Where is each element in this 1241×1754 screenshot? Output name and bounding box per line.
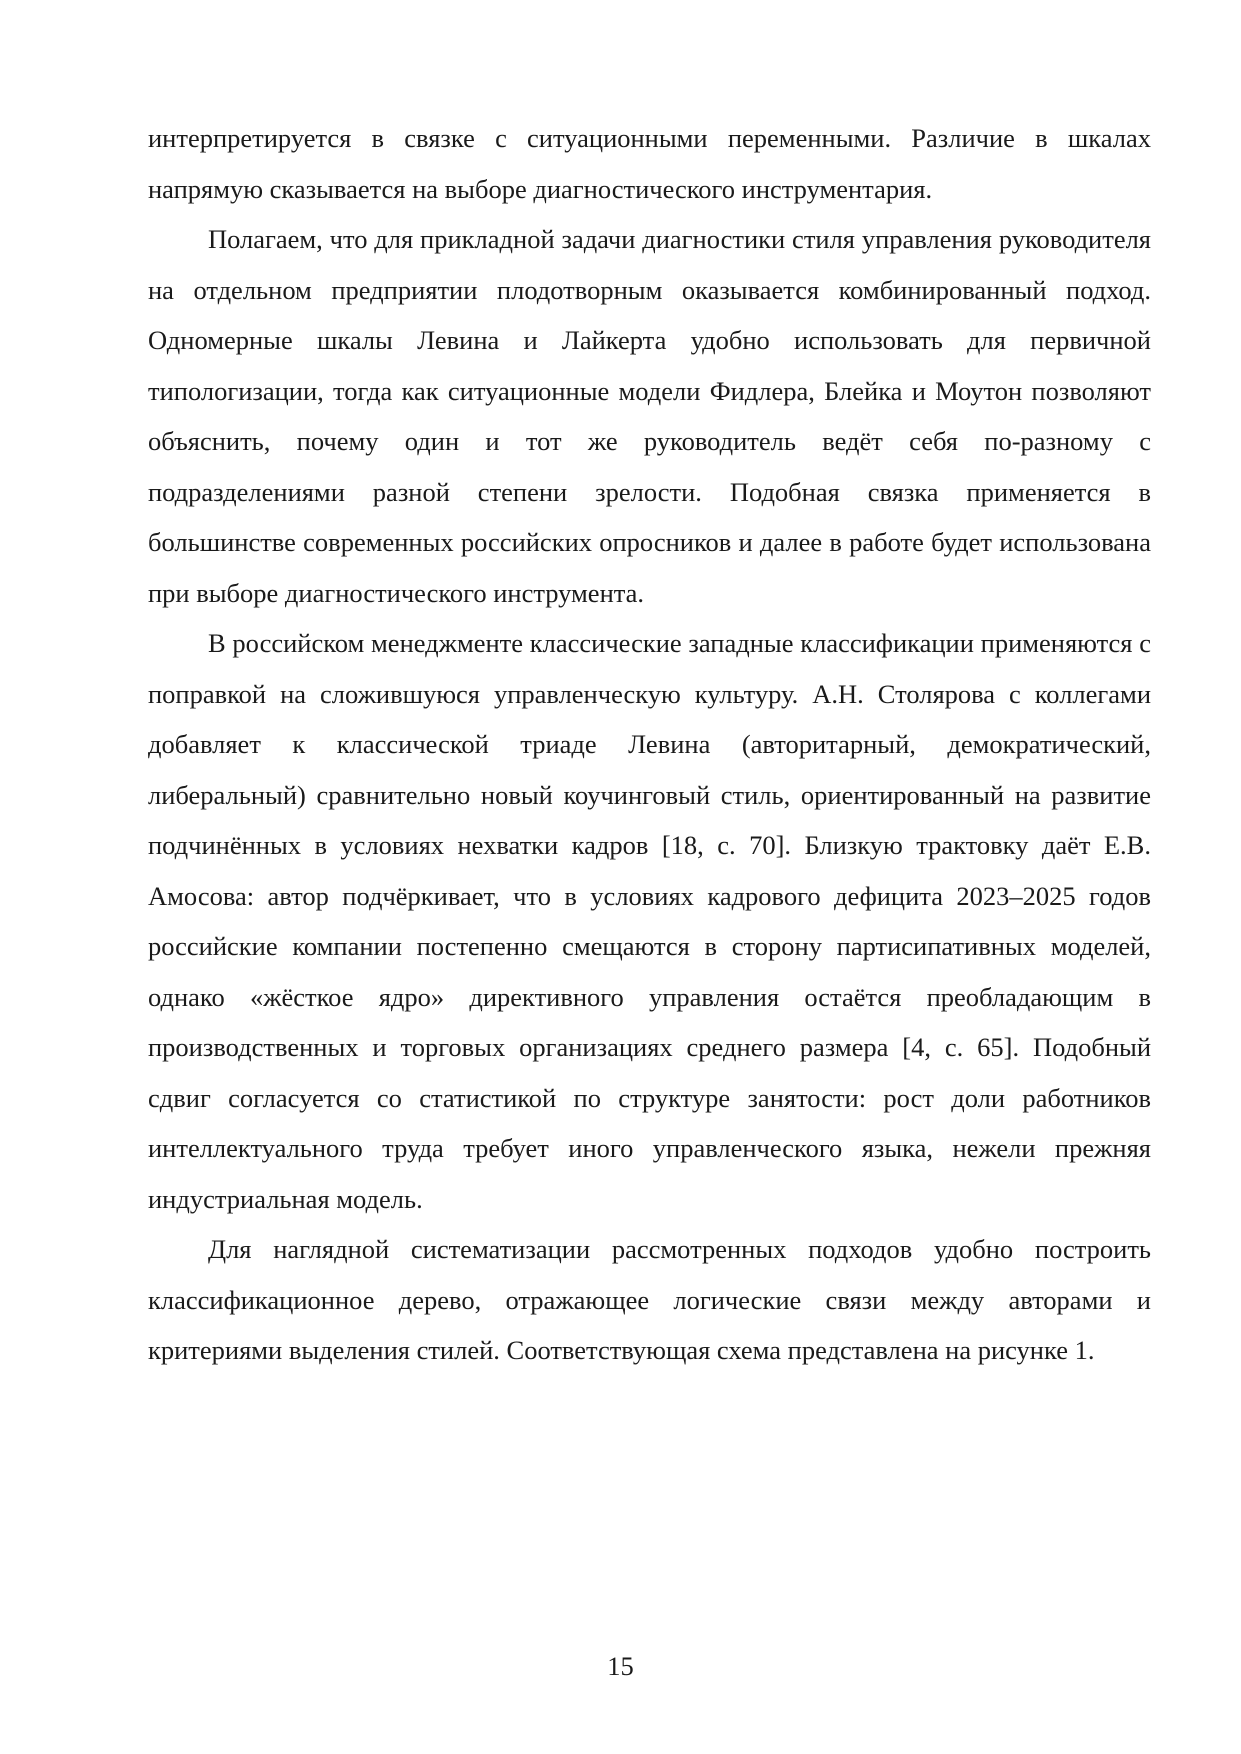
body-text	[148, 113, 1151, 1376]
paragraph-combined-approach: Полагаем, что для прикладной задачи диагностики стиля управления руководителя на отдельном предприятии плодотворным оказывается комбинированный подход. Одномерные шкалы Левина и Лайкерта удобно использовать для первичной типологизации, тогда как ситуационные модели Фидлера, Блейка и Моутон позволяют объяснить, почему один и тот же руководитель ведёт себя по-разному с подразделениями разной степени зрелости. Подобная связка применяется в большинстве современных российских опросников и далее в работе будет использована при выборе диагностического инструмента.	[148, 224, 1151, 608]
paragraph-continued: интерпретируется в связке с ситуационными переменными. Различие в шкалах напрямую сказывается на выборе диагностического инструментария.	[148, 123, 1151, 204]
paragraph-russian-management: В российском менеджменте классические западные классификации применяются с поправкой на сложившуюся управленческую культуру. А.Н. Столярова с коллегами добавляет к классической триаде Левина (авторитарный, демократический, либеральный) сравнительно новый коучинговый стиль, ориентированный на развитие подчинённых в условиях нехватки кадров [18, с. 70]. Близкую трактовку даёт Е.В. Амосова: автор подчёркивает, что в условиях кадрового дефицита 2023–2025 годов российские компании постепенно смещаются в сторону партисипативных моделей, однако «жёсткое ядро» директивного управления остаётся преобладающим в производственных и торговых организациях среднего размера [4, с. 65]. Подобный сдвиг согласуется со статистикой по структуре занятости: рост доли работников интеллектуального труда требует иного управленческого языка, нежели прежняя индустриальная модель.	[148, 628, 1151, 1214]
page-number: 15	[607, 1651, 634, 1681]
paragraph-classification-tree: Для наглядной систематизации рассмотренных подходов удобно построить классификационное дерево, отражающее логические связи между авторами и критериями выделения стилей. Соответствующая схема представлена на рисунке 1.	[148, 1234, 1151, 1365]
